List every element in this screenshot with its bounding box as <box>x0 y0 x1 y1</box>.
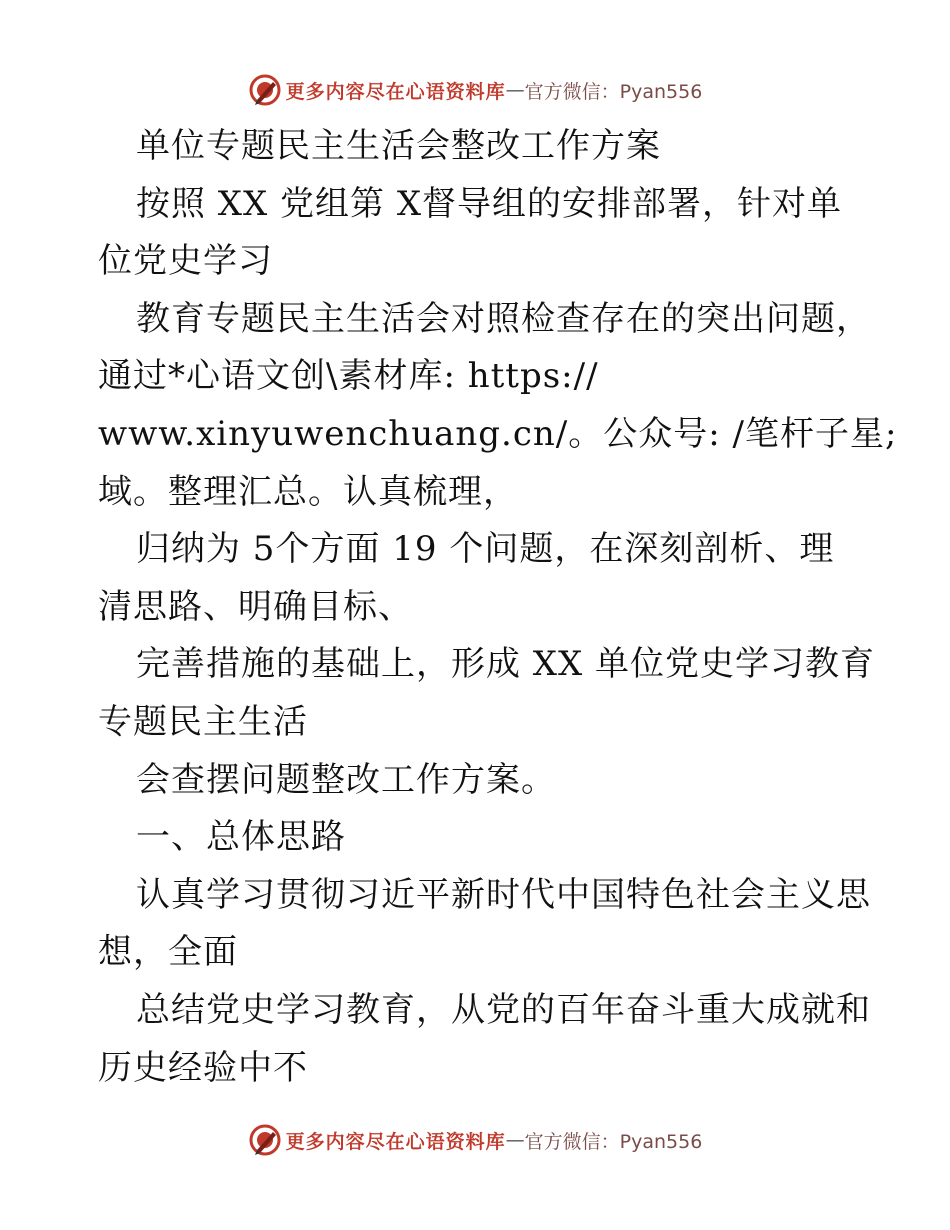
document-title: 单位专题民主生活会整改工作方案 <box>136 126 661 166</box>
footer-watermark <box>0 1120 950 1160</box>
document-body <box>98 118 898 1097</box>
banner-separator: — <box>505 79 525 101</box>
paragraph-line: 清思路、明确目标、 <box>98 586 413 627</box>
banner-brand-text: 更多内容尽在心语资料库 <box>285 80 506 103</box>
paragraph-line: 想，全面 <box>98 932 238 973</box>
paragraph-line: 历史经验中不 <box>98 1047 308 1088</box>
paragraph-line: 专题民主生活 <box>98 701 308 742</box>
paragraph-line: 会查摆问题整改工作方案。 <box>136 759 556 800</box>
paragraph-line: 归纳为 5个方面 19 个问题，在深刻剖析、理 <box>136 529 835 570</box>
paragraph-line: 完善措施的基础上，形成 XX 单位党史学习教育 <box>136 644 876 685</box>
paragraph-line: 认真学习贯彻习近平新时代中国特色社会主义思 <box>136 874 871 915</box>
paragraph-line: 总结党史学习教育，从党的百年奋斗重大成就和 <box>136 989 871 1030</box>
banner-separator: — <box>505 1129 525 1151</box>
paragraph-line: 位党史学习 <box>98 241 273 282</box>
paragraph-line: 按照 XX 党组第 X督导组的安排部署，针对单 <box>136 183 843 224</box>
header-watermark <box>0 70 950 110</box>
pen-logo-icon <box>248 73 282 107</box>
banner-brand-text: 更多内容尽在心语资料库 <box>285 1130 506 1153</box>
paragraph-line: 教育专题民主生活会对照检查存在的突出问题， <box>136 298 871 339</box>
section-heading: 一、总体思路 <box>136 817 346 858</box>
pen-logo-icon <box>248 1123 282 1157</box>
paragraph-line: 域。整理汇总。认真梳理， <box>98 471 518 512</box>
paragraph-line: www.xinyuwenchuang.cn/。公众号: /笔杆子星; <box>98 413 898 454</box>
paragraph-line: 通过*心语文创\素材库: https:// <box>98 356 599 397</box>
banner-wechat-text: 官方微信：Pyan556 <box>524 1130 703 1153</box>
banner-wechat-text: 官方微信：Pyan556 <box>524 80 703 103</box>
